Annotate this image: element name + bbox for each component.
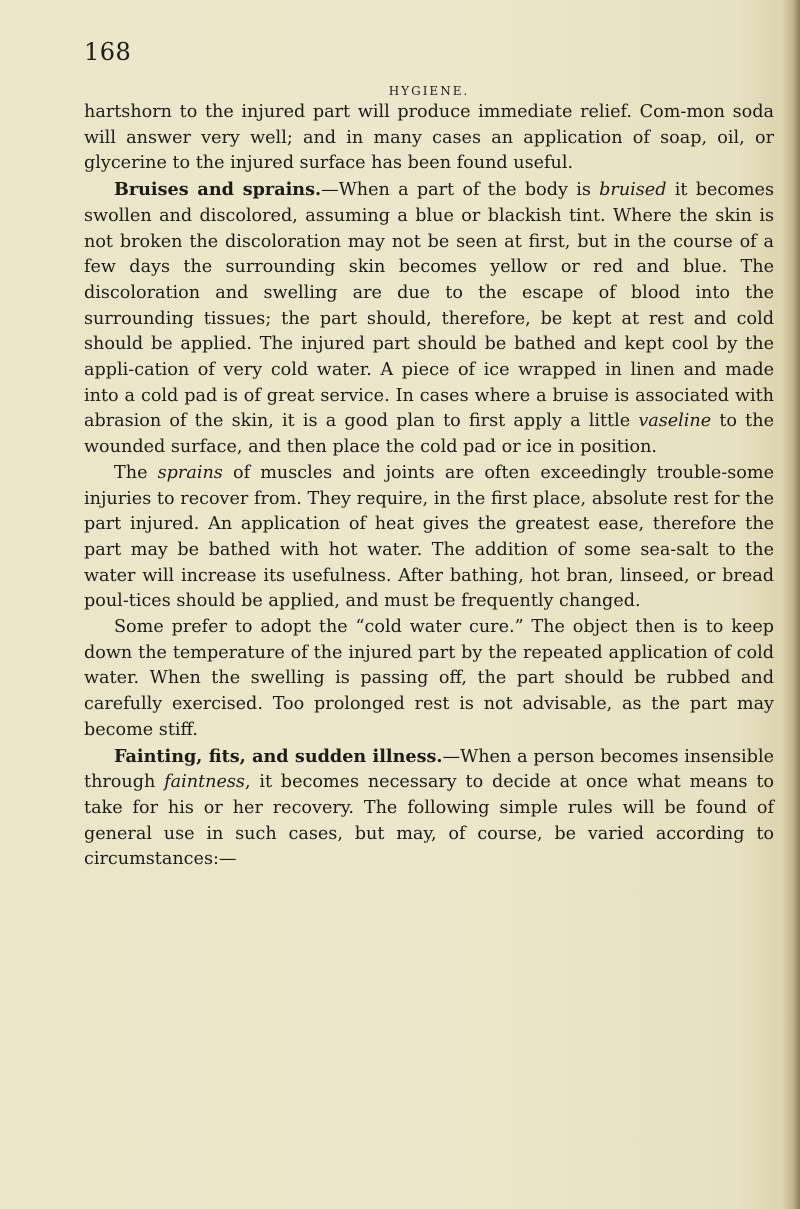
section-heading: Bruises and sprains. [114,179,322,201]
paragraph-text: —When a person becomes insensible through [84,746,774,793]
paragraph-text: Some prefer to adopt the “cold water cure.” The object then is to keep down the temperature of the injured part by the repeated application of cold water. When the swelling is passing off, the part should be rubbed and carefully exercised. Too prolonged rest is not advisable, as the part may become stiff. [84,617,774,740]
paragraph [84,461,774,615]
body-text [84,100,774,873]
paragraph [84,615,774,744]
paragraph [84,177,774,461]
italic-term: sprains [157,462,223,483]
italic-term: faintness [164,772,245,793]
section-heading: Fainting, fits, and sudden illness. [114,745,443,767]
page-edge-shadow [782,0,800,1209]
paragraph [84,744,774,874]
paragraph-text: The [114,462,158,483]
paragraph-text: it becomes swollen and discolored, assuming a blue or blackish tint. Where the skin is not broken the discoloration may not be seen at first, but in the course of a few days the surrounding skin becomes yellow or red and blue. The discoloration and swelling are due to the escape of blood into the surrounding tissues; the part should, therefore, be kept at rest and cold should be applied. The injured part should be bathed and kept cool by the appli-cation of very cold water. A piece of ice wrapped in linen and made into a cold pad is of great service. In cases where a bruise is associated with abrasion of the skin, it is a good plan to first apply a little [84,180,774,432]
paragraph [84,100,774,177]
paragraph-text: of muscles and joints are often exceedingly trouble-some injuries to recover from. They require, in the first place, absolute rest for the part injured. An application of heat gives the greatest ease, therefore the part may be bathed with hot water. The addition of some sea-salt to the water will increase its usefulness. After bathing, hot bran, linseed, or bread poul-tices should be applied, and must be frequently changed. [84,462,774,612]
italic-term: bruised [599,180,667,201]
page-header [84,38,774,98]
paragraph-text: hartshorn to the injured part will produce immediate relief. Com-mon soda will answer very well; and in many cases an application of soap, oil, or glycerine to the injured surface has been found useful. [84,102,774,174]
paragraph-text: to the wounded surface, and then place the cold pad or ice in position. [84,411,774,458]
page-number: 168 [84,38,132,66]
paragraph-text: , it becomes necessary to decide at once what means to take for his or her recovery. The following simple rules will be found of general use in such cases, but may, of course, be varied according to circumstances:— [84,772,774,870]
italic-term: vaseline [638,411,712,432]
paragraph-text: —When a part of the body is [321,180,600,201]
running-head: HYGIENE. [388,84,470,98]
